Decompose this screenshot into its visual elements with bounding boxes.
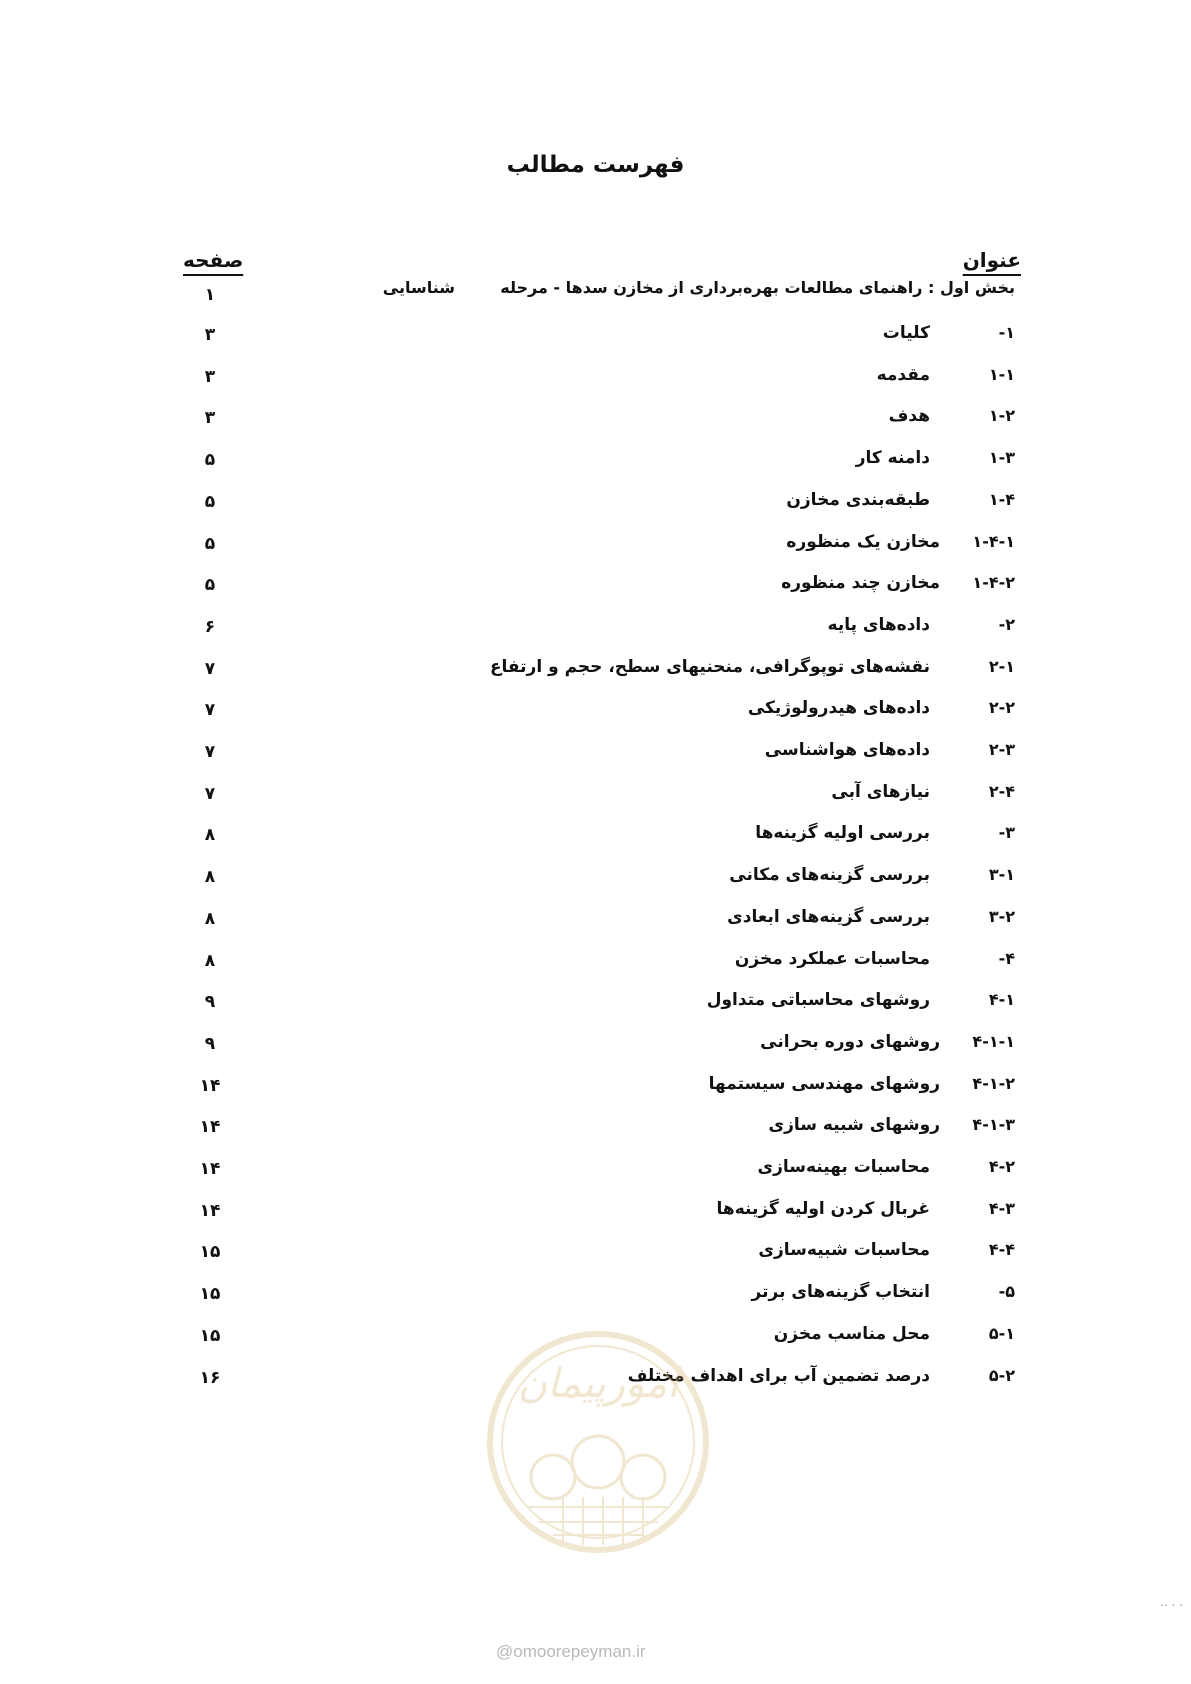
section-heading-text: بخش اول : راهنمای مطالعات بهره‌برداری از مخازن سدها - مرحله xyxy=(500,278,1015,297)
toc-entry-page: ۱۴ xyxy=(199,1201,221,1221)
toc-entry-page: ۸ xyxy=(204,909,216,929)
toc-entry-number: ۲-۴ xyxy=(988,782,1015,801)
toc-entry-number: ۵-۱ xyxy=(988,1324,1015,1343)
toc-entry-number: ۱-۴-۱ xyxy=(972,532,1015,551)
toc-entry-title: مخازن چند منظوره xyxy=(781,573,940,593)
toc-entry-title: بررسی گزینه‌های مکانی xyxy=(729,865,930,885)
toc-entry-page: ۷ xyxy=(204,700,216,720)
toc-entry-page: ۱۴ xyxy=(199,1159,221,1179)
toc-entry-title: داده‌های هیدرولوژیکی xyxy=(747,698,930,718)
toc-entry-title: روشهای دوره بحرانی xyxy=(760,1032,940,1052)
watermark-logo-text: امورپیمان xyxy=(517,1361,679,1407)
toc-entry-number: ۲- xyxy=(998,615,1015,634)
toc-entry-page: ۱۵ xyxy=(199,1242,221,1262)
toc-entry-number: ۱-۴ xyxy=(988,490,1015,509)
toc-entry-title: مخازن یک منظوره xyxy=(786,532,940,552)
toc-entry-title: محاسبات بهینه‌سازی xyxy=(757,1157,930,1177)
section-heading-text-cont: شناسایی xyxy=(382,278,455,297)
watermark-logo xyxy=(483,1327,713,1557)
toc-entry-number: ۳-۲ xyxy=(988,907,1015,926)
toc-entry-title: طبقه‌بندی مخازن xyxy=(786,490,930,510)
toc-entry-number: ۱-۲ xyxy=(988,406,1015,425)
toc-entry-page: ۸ xyxy=(204,951,216,971)
toc-entry-number: ۵- xyxy=(998,1282,1015,1301)
toc-entry-number: ۴-۱-۳ xyxy=(972,1115,1015,1134)
toc-entry-number: ۳-۱ xyxy=(988,865,1015,884)
toc-entry-title: کلیات xyxy=(882,323,930,343)
toc-entry-page: ۸ xyxy=(204,825,216,845)
toc-entry-title: بررسی گزینه‌های ابعادی xyxy=(727,907,930,927)
toc-entry-page: ۳ xyxy=(204,367,216,387)
toc-entry-title: محل مناسب مخزن xyxy=(773,1324,930,1344)
toc-entry-page: ۳ xyxy=(204,408,216,428)
toc-entry-title: نقشه‌های توپوگرافی، منحنیهای سطح، حجم و ارتفاع xyxy=(489,657,930,677)
toc-entry-page: ۱۵ xyxy=(199,1326,221,1346)
toc-entry-number: ۲-۱ xyxy=(988,657,1015,676)
toc-entry-title: غربال کردن اولیه گزینه‌ها xyxy=(716,1199,930,1219)
toc-entry-page: ۱۵ xyxy=(199,1284,221,1304)
toc-entry-number: ۳- xyxy=(998,823,1015,842)
toc-entry-page: ۱۶ xyxy=(199,1368,221,1388)
toc-entry-page: ۹ xyxy=(204,992,216,1012)
toc-entry-page: ۹ xyxy=(204,1034,216,1054)
toc-entry-page: ۷ xyxy=(204,742,216,762)
toc-entry-title: داده‌های پایه xyxy=(827,615,930,635)
toc-entry-title: درصد تضمین آب برای اهداف مختلف xyxy=(627,1366,930,1386)
toc-entry-page: ۱۴ xyxy=(199,1117,221,1137)
toc-entry-page: ۷ xyxy=(204,784,216,804)
toc-entry-number: ۴-۴ xyxy=(988,1240,1015,1259)
toc-entry-number: ۲-۲ xyxy=(988,698,1015,717)
toc-entry-page: ۵ xyxy=(204,534,216,554)
toc-entry-number: ۱-۴-۲ xyxy=(972,573,1015,592)
toc-entry-title: هدف xyxy=(888,406,930,426)
toc-entry-number: ۴-۳ xyxy=(988,1199,1015,1218)
toc-entry-title: روشهای محاسباتی متداول xyxy=(706,990,930,1010)
toc-entry-page: ۵ xyxy=(204,450,216,470)
toc-entry-page: ۸ xyxy=(204,867,216,887)
toc-entry-number: ۱-۱ xyxy=(988,365,1015,384)
toc-entry-number: ۲-۳ xyxy=(988,740,1015,759)
toc-entry-number: ۵-۲ xyxy=(988,1366,1015,1385)
title-column-header: عنوان xyxy=(962,248,1021,272)
toc-entry-number: ۱-۳ xyxy=(988,448,1015,467)
toc-entry-number: ۱- xyxy=(998,323,1015,342)
toc-entry-number: ۴-۱-۱ xyxy=(972,1032,1015,1051)
page-column-header: صفحه xyxy=(183,248,244,272)
toc-entry-title: بررسی اولیه گزینه‌ها xyxy=(755,823,930,843)
toc-entry-title: محاسبات شبیه‌سازی xyxy=(758,1240,930,1260)
toc-entry-page: ۱۴ xyxy=(199,1076,221,1096)
toc-entry-number: ۴-۲ xyxy=(988,1157,1015,1176)
toc-entry-title: روشهای شبیه سازی xyxy=(768,1115,940,1135)
watermark-url: @omoorepeyman.ir xyxy=(496,1642,646,1661)
toc-entry-title: محاسبات عملکرد مخزن xyxy=(734,949,930,969)
toc-entry-page: ۷ xyxy=(204,659,216,679)
toc-entry-page: ۳ xyxy=(204,325,216,345)
toc-entry-title: داده‌های هواشناسی xyxy=(764,740,930,760)
toc-entry-number: ۴-۱ xyxy=(988,990,1015,1009)
toc-entry-title: انتخاب گزینه‌های برتر xyxy=(751,1282,930,1302)
page-title: فهرست مطالب xyxy=(506,152,685,178)
toc-entry-page: ۵ xyxy=(204,575,216,595)
toc-entry-number: ۴- xyxy=(998,949,1015,968)
toc-entry-page: ۵ xyxy=(204,492,216,512)
margin-marks: .. . . xyxy=(1160,1595,1183,1609)
toc-entry-title: مقدمه xyxy=(876,365,930,385)
toc-entry-page: ۶ xyxy=(204,617,216,637)
toc-entry-title: دامنه کار xyxy=(855,448,930,468)
toc-entry-number: ۴-۱-۲ xyxy=(972,1074,1015,1093)
toc-entry-title: روشهای مهندسی سیستمها xyxy=(708,1074,940,1094)
section-page-number: ۱ xyxy=(204,285,216,305)
toc-entry-title: نیازهای آبی xyxy=(831,782,930,802)
